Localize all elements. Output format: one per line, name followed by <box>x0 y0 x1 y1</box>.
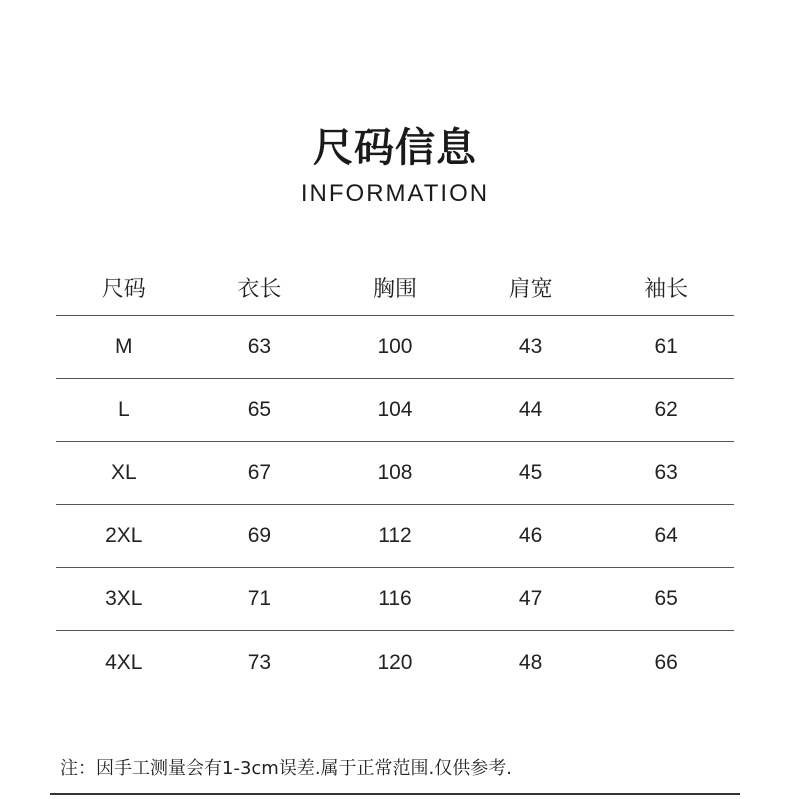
table-header-row <box>56 260 734 316</box>
table-row <box>56 379 734 442</box>
chest-cell: 112 <box>378 524 412 547</box>
size-cell: 4XL <box>105 650 143 674</box>
sleeve-cell: 62 <box>654 398 678 421</box>
length-cell: 73 <box>247 650 272 674</box>
column-header-size: 尺码 <box>101 277 146 302</box>
size-cell: M <box>115 335 133 358</box>
page-title: 尺码信息 <box>313 125 477 171</box>
chest-cell: 116 <box>378 587 412 610</box>
measurement-note: 注：因手工测量会有1-3cm误差.属于正常范围.仅供参考. <box>60 758 512 779</box>
sleeve-cell: 61 <box>654 335 678 358</box>
column-header-shoulder: 肩宽 <box>508 277 553 302</box>
shoulder-cell: 44 <box>518 398 543 421</box>
table-row <box>56 442 734 505</box>
chest-cell: 100 <box>377 335 413 358</box>
size-table <box>56 260 734 694</box>
table-row <box>56 505 734 568</box>
shoulder-cell: 46 <box>518 524 543 547</box>
size-cell: L <box>117 398 130 421</box>
page-subtitle: INFORMATION <box>300 180 490 207</box>
chest-cell: 108 <box>377 461 413 484</box>
chest-cell: 120 <box>377 650 413 674</box>
column-header-chest: 胸围 <box>372 277 417 302</box>
size-cell: XL <box>110 461 137 484</box>
sleeve-cell: 65 <box>654 587 678 610</box>
table-row <box>56 316 734 379</box>
length-cell: 69 <box>247 524 272 547</box>
table-row <box>56 631 734 694</box>
sleeve-cell: 64 <box>654 524 678 547</box>
bottom-divider <box>50 793 740 795</box>
size-cell: 2XL <box>105 524 143 547</box>
length-cell: 63 <box>247 335 272 358</box>
column-header-length: 衣长 <box>237 277 282 302</box>
chest-cell: 104 <box>377 398 413 421</box>
size-cell: 3XL <box>105 587 143 610</box>
shoulder-cell: 45 <box>518 461 543 484</box>
shoulder-cell: 47 <box>518 587 543 610</box>
length-cell: 65 <box>247 398 272 421</box>
shoulder-cell: 43 <box>518 335 543 358</box>
shoulder-cell: 48 <box>518 650 543 674</box>
sleeve-cell: 63 <box>654 461 678 484</box>
sleeve-cell: 66 <box>654 650 678 674</box>
length-cell: 67 <box>247 461 272 484</box>
table-row <box>56 568 734 631</box>
length-cell: 71 <box>247 587 272 610</box>
column-header-sleeve: 袖长 <box>644 277 689 302</box>
